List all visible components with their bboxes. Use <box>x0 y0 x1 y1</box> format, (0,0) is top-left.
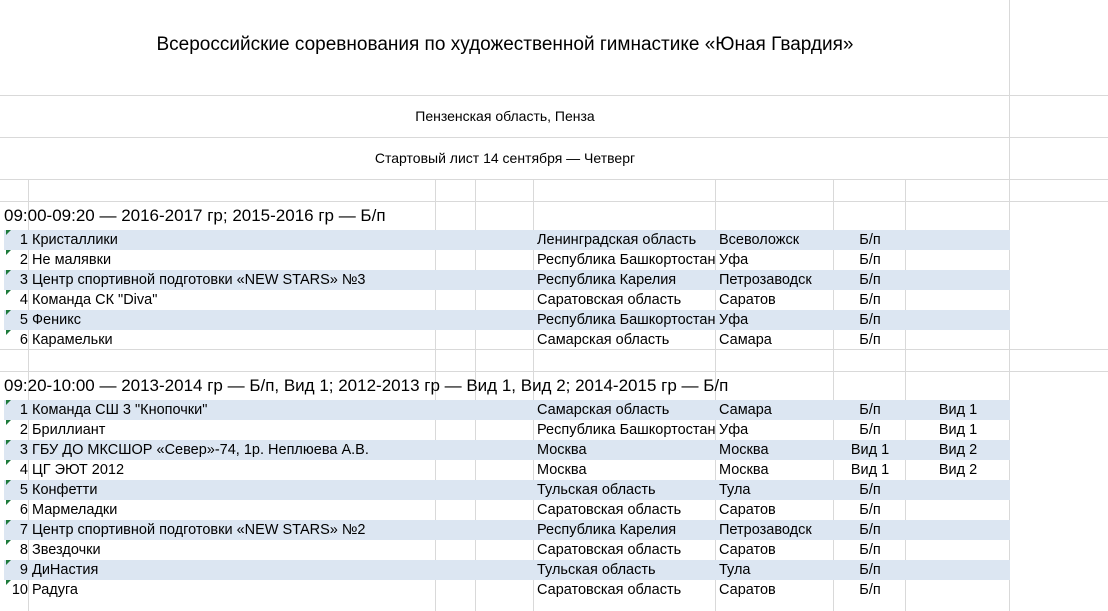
table-row[interactable] <box>4 460 1010 480</box>
team-name: ГБУ ДО МКСШОР «Север»-74, 1р. Неплюева А.В. <box>32 442 369 458</box>
team-name: ЦГ ЭЮТ 2012 <box>32 462 125 478</box>
team-name: ДиНастия <box>32 562 99 578</box>
program-1: Б/п <box>859 422 881 438</box>
table-row[interactable] <box>4 420 1010 440</box>
program-2 <box>906 500 1010 520</box>
program-2 <box>906 580 1010 600</box>
city: Саратов <box>719 292 776 308</box>
region: Республика Карелия <box>537 272 677 288</box>
program-1: Б/п <box>859 542 881 558</box>
row-number: 7 <box>19 522 28 538</box>
city: Всеволожск <box>719 232 800 248</box>
city: Москва <box>719 442 769 458</box>
team-name: Команда СК "Diva" <box>32 292 158 308</box>
row-number: 1 <box>19 402 28 418</box>
row-number: 9 <box>19 562 28 578</box>
gridline <box>0 179 1108 180</box>
table-row[interactable] <box>4 310 1010 330</box>
program-2 <box>906 230 1010 250</box>
team-name: Феникс <box>32 312 81 328</box>
table-row[interactable] <box>4 400 1010 420</box>
region: Саратовская область <box>537 542 682 558</box>
program-2 <box>906 250 1010 270</box>
program-1: Б/п <box>859 332 881 348</box>
table-row[interactable] <box>4 540 1010 560</box>
row-number: 5 <box>19 482 28 498</box>
region: Москва <box>537 442 587 458</box>
table-row[interactable] <box>4 480 1010 500</box>
program-1: Вид 1 <box>850 462 890 478</box>
city: Саратов <box>719 542 776 558</box>
city: Уфа <box>719 312 749 328</box>
team-name: Конфетти <box>32 482 98 498</box>
table-row[interactable] <box>4 520 1010 540</box>
program-2: Вид 2 <box>938 462 978 478</box>
gridline <box>0 201 1108 202</box>
team-name: Не малявки <box>32 252 112 268</box>
city: Петрозаводск <box>719 272 812 288</box>
program-2: Вид 2 <box>938 442 978 458</box>
region: Ленинградская область <box>537 232 697 248</box>
sheet-title[interactable]: Всероссийские соревнования по художественной гимнастике «Юная Гвардия» <box>156 34 854 55</box>
team-name: Бриллиант <box>32 422 106 438</box>
team-name: Кристаллики <box>32 232 118 248</box>
program-2 <box>906 290 1010 310</box>
city: Уфа <box>719 252 749 268</box>
program-1: Б/п <box>859 522 881 538</box>
region: Тульская область <box>537 482 656 498</box>
program-2 <box>906 270 1010 290</box>
region: Москва <box>537 462 587 478</box>
city: Самара <box>719 332 772 348</box>
table-row[interactable] <box>4 230 1010 250</box>
row-number: 2 <box>19 422 28 438</box>
row-number: 4 <box>19 462 28 478</box>
gridline <box>0 371 1108 372</box>
row-number: 2 <box>19 252 28 268</box>
region: Республика Карелия <box>537 522 677 538</box>
row-number: 6 <box>19 502 28 518</box>
program-1: Б/п <box>859 232 881 248</box>
region: Саратовская область <box>537 502 682 518</box>
location-cell[interactable]: Пензенская область, Пенза <box>415 108 595 124</box>
table-row[interactable] <box>4 500 1010 520</box>
row-number: 3 <box>19 272 28 288</box>
table-row[interactable] <box>4 270 1010 290</box>
table-row[interactable] <box>4 440 1010 460</box>
program-1: Б/п <box>859 312 881 328</box>
section-header[interactable]: 09:00-09:20 — 2016-2017 гр; 2015-2016 гр — Б/п <box>4 206 386 225</box>
team-name: Центр спортивной подготовки «NEW STARS» №2 <box>32 522 366 538</box>
program-1: Б/п <box>859 402 881 418</box>
region: Самарская область <box>537 332 670 348</box>
program-2: Вид 1 <box>938 422 978 438</box>
team-name: Центр спортивной подготовки «NEW STARS» №3 <box>32 272 366 288</box>
program-2: Вид 1 <box>938 402 978 418</box>
program-1: Б/п <box>859 582 881 598</box>
team-name: Мармеладки <box>32 502 118 518</box>
row-number: 8 <box>19 542 28 558</box>
team-name: Команда СШ 3 "Кнопочки" <box>32 402 208 418</box>
program-1: Б/п <box>859 292 881 308</box>
program-1: Б/п <box>859 272 881 288</box>
city: Уфа <box>719 422 749 438</box>
program-2 <box>906 560 1010 580</box>
table-row[interactable] <box>4 330 1010 350</box>
region: Саратовская область <box>537 292 682 308</box>
program-1: Вид 1 <box>850 442 890 458</box>
city: Саратов <box>719 582 776 598</box>
region: Республика Башкортостан <box>537 312 716 328</box>
city: Самара <box>719 402 772 418</box>
gridline <box>0 95 1108 96</box>
program-1: Б/п <box>859 502 881 518</box>
row-number: 1 <box>19 232 28 248</box>
city: Саратов <box>719 502 776 518</box>
region: Самарская область <box>537 402 670 418</box>
city: Тула <box>719 482 751 498</box>
table-row[interactable] <box>4 250 1010 270</box>
section-header[interactable]: 09:20-10:00 — 2013-2014 гр — Б/п, Вид 1; 2012-2013 гр — Вид 1, Вид 2; 2014-2015 гр — Б/п <box>4 376 729 395</box>
start-list-cell[interactable]: Стартовый лист 14 сентября — Четверг <box>374 150 636 166</box>
gridline <box>0 137 1108 138</box>
program-1: Б/п <box>859 562 881 578</box>
team-name: Звездочки <box>32 542 101 558</box>
city: Москва <box>719 462 769 478</box>
row-number: 10 <box>11 582 28 598</box>
program-2 <box>906 330 1010 350</box>
region: Республика Башкортостан <box>537 422 716 438</box>
team-name: Радуга <box>32 582 78 598</box>
table-row[interactable] <box>4 290 1010 310</box>
program-2 <box>906 480 1010 500</box>
program-2 <box>906 540 1010 560</box>
row-number: 3 <box>19 442 28 458</box>
row-number: 5 <box>19 312 28 328</box>
city: Петрозаводск <box>719 522 812 538</box>
team-name: Карамельки <box>32 332 113 348</box>
city: Тула <box>719 562 751 578</box>
row-number: 4 <box>19 292 28 308</box>
region: Республика Башкортостан <box>537 252 716 268</box>
region: Саратовская область <box>537 582 682 598</box>
region: Тульская область <box>537 562 656 578</box>
program-2 <box>906 310 1010 330</box>
row-number: 6 <box>19 332 28 348</box>
program-1: Б/п <box>859 482 881 498</box>
program-1: Б/п <box>859 252 881 268</box>
program-2 <box>906 520 1010 540</box>
table-row[interactable] <box>4 560 1010 580</box>
table-row[interactable] <box>4 580 1010 600</box>
